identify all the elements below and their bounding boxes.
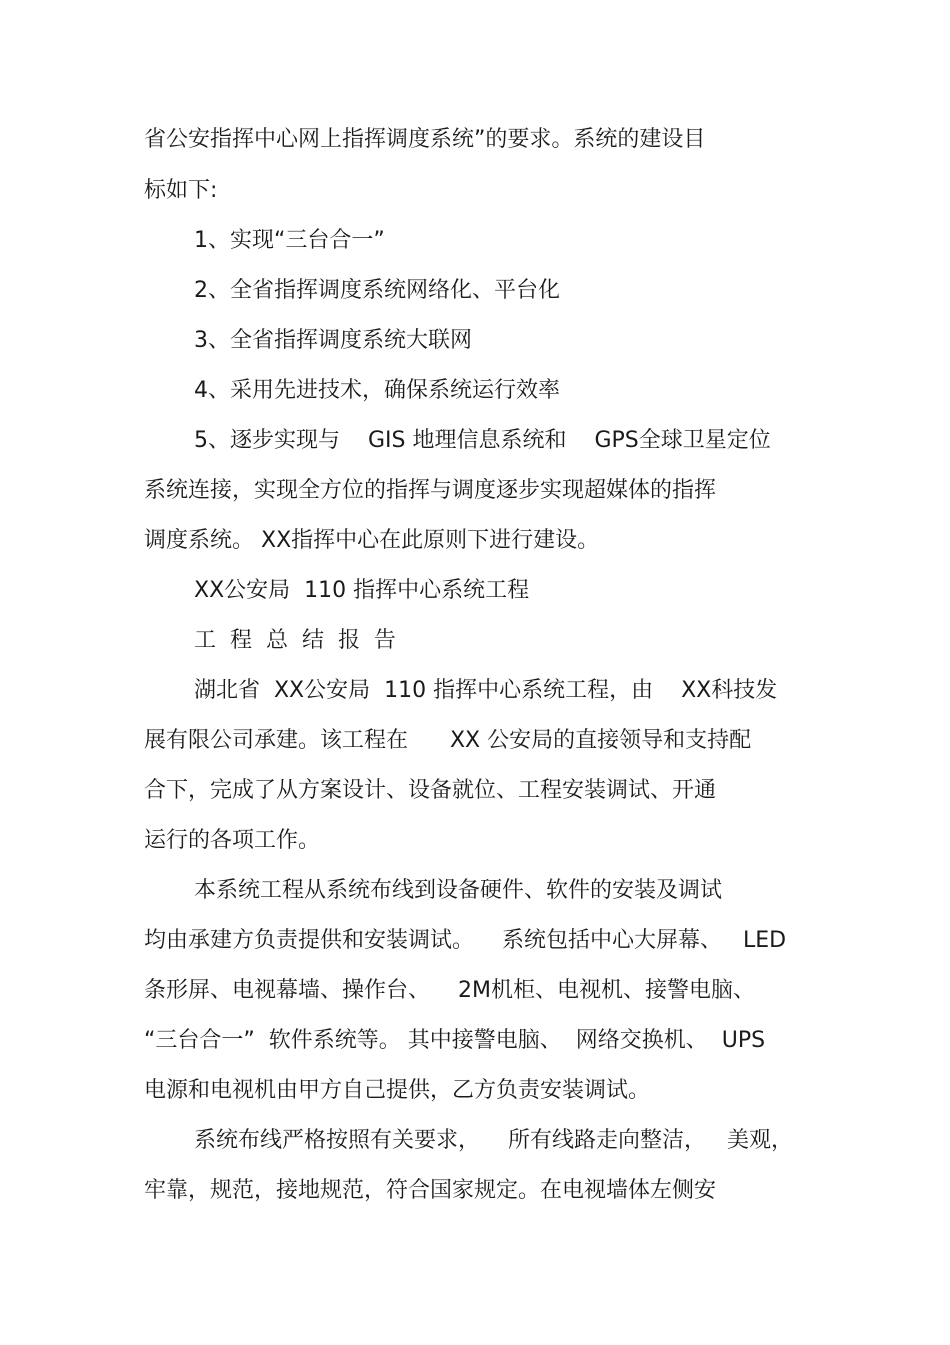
paragraph-2-line-3: 条形屏、电视幕墙、操作台、 2M机柜、电视机、接警电脑、: [144, 978, 755, 1003]
paragraph-1-line-2: 展有限公司承建。该工程在 XX 公安局的直接领导和支持配: [144, 728, 752, 753]
list-item-1: 1、实现“三台合一”: [194, 228, 385, 253]
paragraph-3-line-1: 系统布线严格按照有关要求， 所有线路走向整洁， 美观，: [194, 1128, 793, 1153]
paragraph-2-line-4: “三台合一” 软件系统等。 其中接警电脑、 网络交换机、 UPS: [144, 1028, 766, 1053]
paragraph-1-line-3: 合下，完成了从方案设计、设备就位、工程安装调试、开通: [144, 778, 717, 803]
paragraph-1-line-1: 湖北省 XX公安局 110 指挥中心系统工程，由 XX科技发: [194, 678, 778, 703]
text-line-continuation-1: 省公安指挥中心网上指挥调度系统”的要求。系统的建设目: [144, 127, 706, 152]
list-item-5-line-2: 系统连接，实现全方位的指挥与调度逐步实现超媒体的指挥: [144, 478, 717, 503]
list-item-5: 5、逐步实现与 GIS 地理信息系统和 GPS全球卫星定位: [194, 428, 771, 453]
paragraph-2-line-1: 本系统工程从系统布线到设备硬件、软件的安装及调试: [194, 878, 723, 903]
list-item-2: 2、全省指挥调度系统网络化、平台化: [194, 278, 560, 303]
paragraph-3-line-2: 牢靠，规范，接地规范，符合国家规定。在电视墙体左侧安: [144, 1178, 717, 1203]
text-line-continuation-2: 标如下:: [144, 178, 218, 203]
section-heading: XX公安局 110 指挥中心系统工程: [194, 578, 530, 603]
list-item-5-line-3: 调度系统。 XX指挥中心在此原则下进行建设。: [144, 528, 600, 553]
paragraph-2-line-2: 均由承建方负责提供和安装调试。 系统包括中心大屏幕、 LED: [144, 928, 787, 953]
list-item-3: 3、全省指挥调度系统大联网: [194, 328, 472, 353]
paragraph-2-line-5: 电源和电视机由甲方自己提供，乙方负责安装调试。: [144, 1078, 651, 1103]
report-title: 工 程 总 结 报 告: [194, 628, 396, 653]
paragraph-1-line-4: 运行的各项工作。: [144, 828, 321, 853]
list-item-4: 4、采用先进技术，确保系统运行效率: [194, 378, 560, 403]
